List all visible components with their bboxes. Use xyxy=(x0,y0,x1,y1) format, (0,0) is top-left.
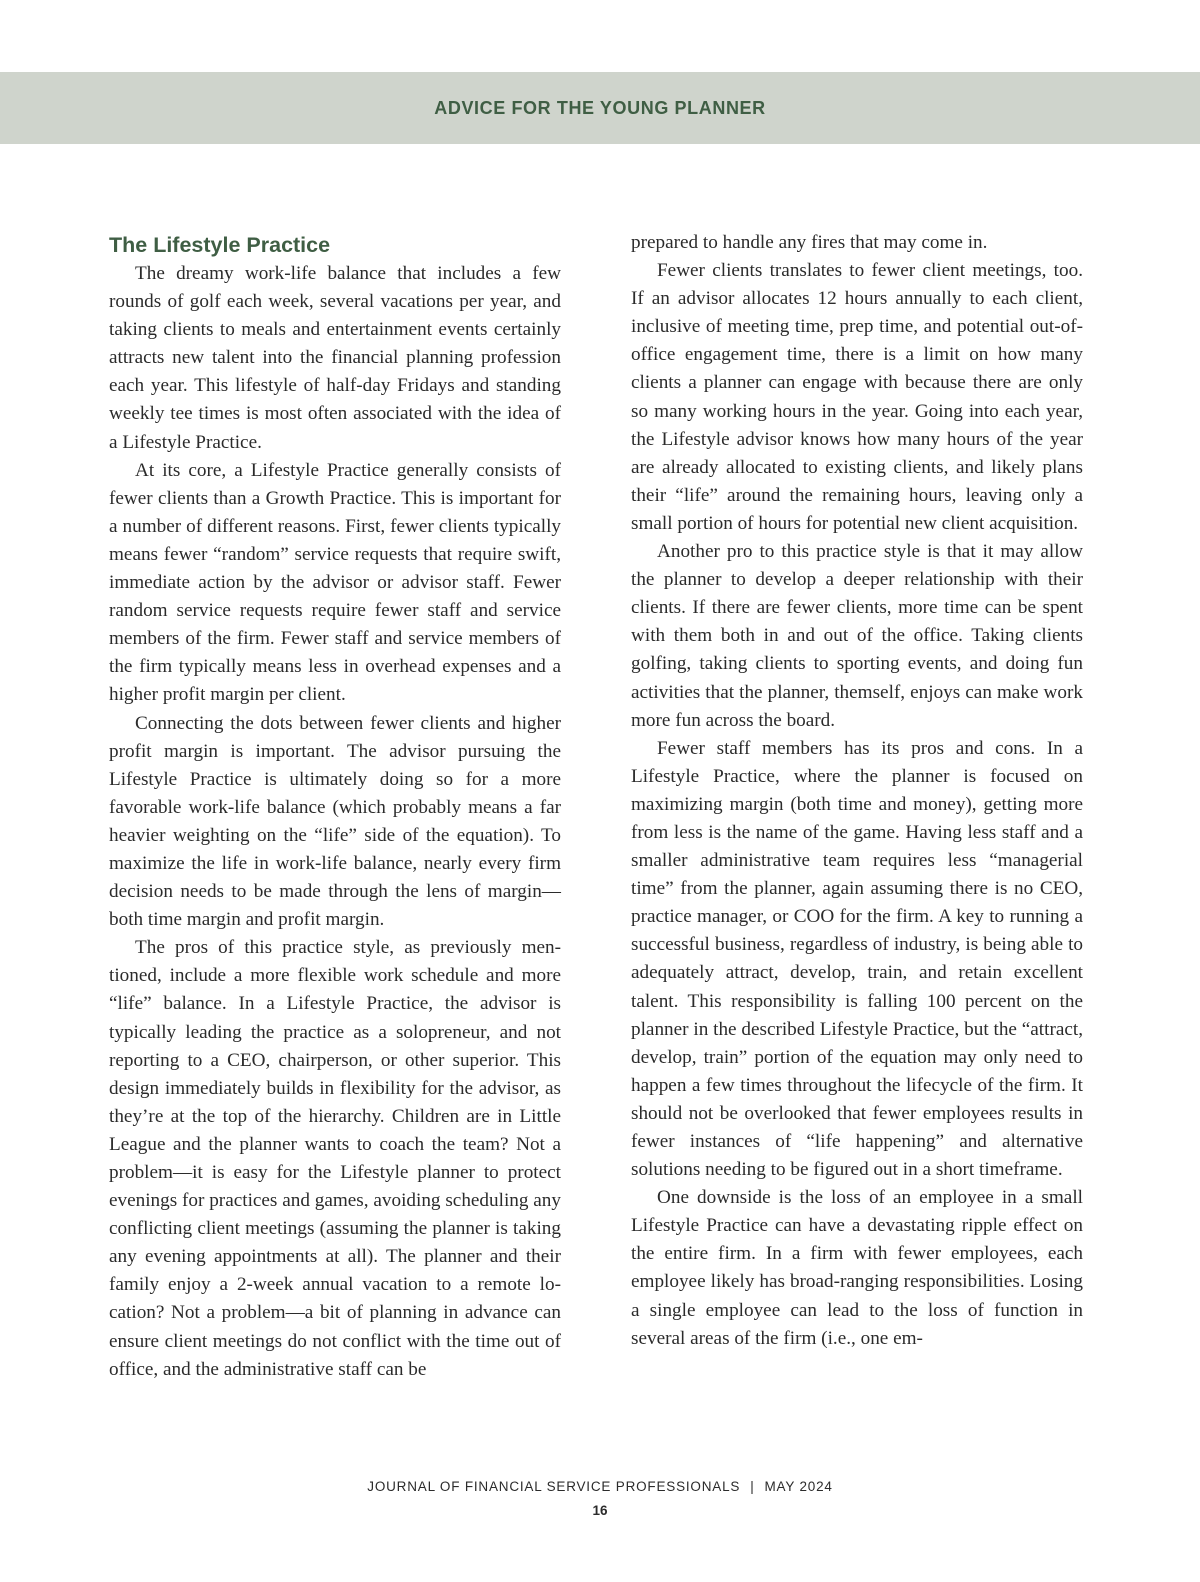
paragraph: The pros of this practice style, as previously mentioned, include a more flexible work schedule and more “life” balance. In a Lifestyle Practice, the advisor is typically leading the practice as a solopreneur, and not reporting to a CEO, chairperson, or other superior. This design immediately builds in flexibility for the advisor, as they’re at the top of the hierarchy. Children are in Little League and the planner wants to coach the team? Not a problem—it is easy for the Lifestyle planner to protect evenings for practices and games, avoiding scheduling any conflicting client meetings (assuming the planner is taking any evening appointments at all). The planner and their family enjoy a 2-week annual vacation to a remote location? Not a problem—a bit of planning in advance can ensure client meetings do not conflict with the time out of office, and the administrative staff can be xyxy=(109,937,561,1380)
journal-name: JOURNAL OF FINANCIAL SERVICE PROFESSIONALS xyxy=(367,1479,741,1494)
paragraph: Fewer clients translates to fewer client meetings, too. If an advisor allocates 12 hours annually to each client, inclusive of meeting time, prep time, and potential out-of-office engagement time, there is a limit on how many clients a planner can engage with because there are only so many working hours in the year. Going into each year, the Lifestyle advisor knows how many hours of the year are already allocated to existing clients, and likely plans their “life” around the remaining hours, leaving only a small portion of hours for potential new client acquisition. xyxy=(631,260,1083,534)
paragraph: The dreamy work-life balance that includes a few rounds of golf each week, several vacations per year, and taking clients to meals and entertainment events certainly attracts new talent into the financial planning profession each year. This lifestyle of half-day Fridays and standing weekly tee times is most often associated with the idea of a Lifestyle Practice. xyxy=(109,263,561,453)
paragraph: One downside is the loss of an employee in a small Lifestyle Practice can have a devastating ripple effect on the entire firm. In a firm with fewer employees, each employee likely has broad-ranging responsibilities. Losing a single employee can lead to the loss of function in several areas of the firm (i.e., one em- xyxy=(631,1187,1083,1349)
paragraph: Connecting the dots between fewer clients and higher profit margin is important. The advisor pursuing the Lifestyle Practice is ultimately doing so for a more favorable work-life balance (which probably means a far heavier weighting on the “life” side of the equation). To maximize the life in work-life balance, nearly every firm decision needs to be made through the lens of margin—both time margin and profit margin. xyxy=(109,712,561,931)
footer-separator: | xyxy=(750,1479,755,1494)
paragraph: Fewer staff members has its pros and cons. In a Lifestyle Practice, where the planner is focused on maximizing margin (both time and money), getting more from less is the name of the game. Having less staff and a smaller administrative team requires less “managerial time” from the planner, again assuming there is no CEO, practice manager, or COO for the firm. A key to running a successful business, regardless of industry, is being able to adequately attract, develop, train, and retain excellent talent. This responsibility is falling 100 percent on the planner in the described Lifestyle Practice, but the “attract, develop, train” portion of the equation may only need to happen a few times throughout the lifecycle of the firm. It should not be overlooked that fewer employees results in fewer instances of “life happening” and alternative solutions needing to be figured out in a short timeframe. xyxy=(631,737,1083,1181)
paragraph: At its core, a Lifestyle Practice generally consists of fewer clients than a Growth Practice. This is important for a number of different reasons. First, fewer clients typically means fewer “random” service requests that require swift, immediate action by the advisor or advisor staff. Fewer random service requests require fewer staff and service members of the firm. Fewer staff and service members of the firm typically means less in overhead expenses and a higher profit margin per client. xyxy=(109,459,561,706)
paragraph: Another pro to this practice style is that it may allow the planner to develop a deeper relationship with their clients. If there are fewer clients, more time can be spent with them both in and out of the office. Taking clients golfing, taking clients to sporting events, and doing fun activities that the planner, themself, enjoys can make work more fun across the board. xyxy=(631,541,1083,731)
issue-date: MAY 2024 xyxy=(764,1479,833,1494)
running-header xyxy=(0,72,1200,144)
running-title: ADVICE FOR THE YOUNG PLANNER xyxy=(434,97,766,118)
right-column xyxy=(631,229,1083,1353)
page-number: 16 xyxy=(592,1503,608,1518)
paragraph-continuation: prepared to handle any fires that may come in. xyxy=(631,232,988,253)
footer-journal-line xyxy=(0,1479,1200,1494)
section-heading: The Lifestyle Practice xyxy=(109,233,331,257)
left-column xyxy=(109,230,561,1384)
